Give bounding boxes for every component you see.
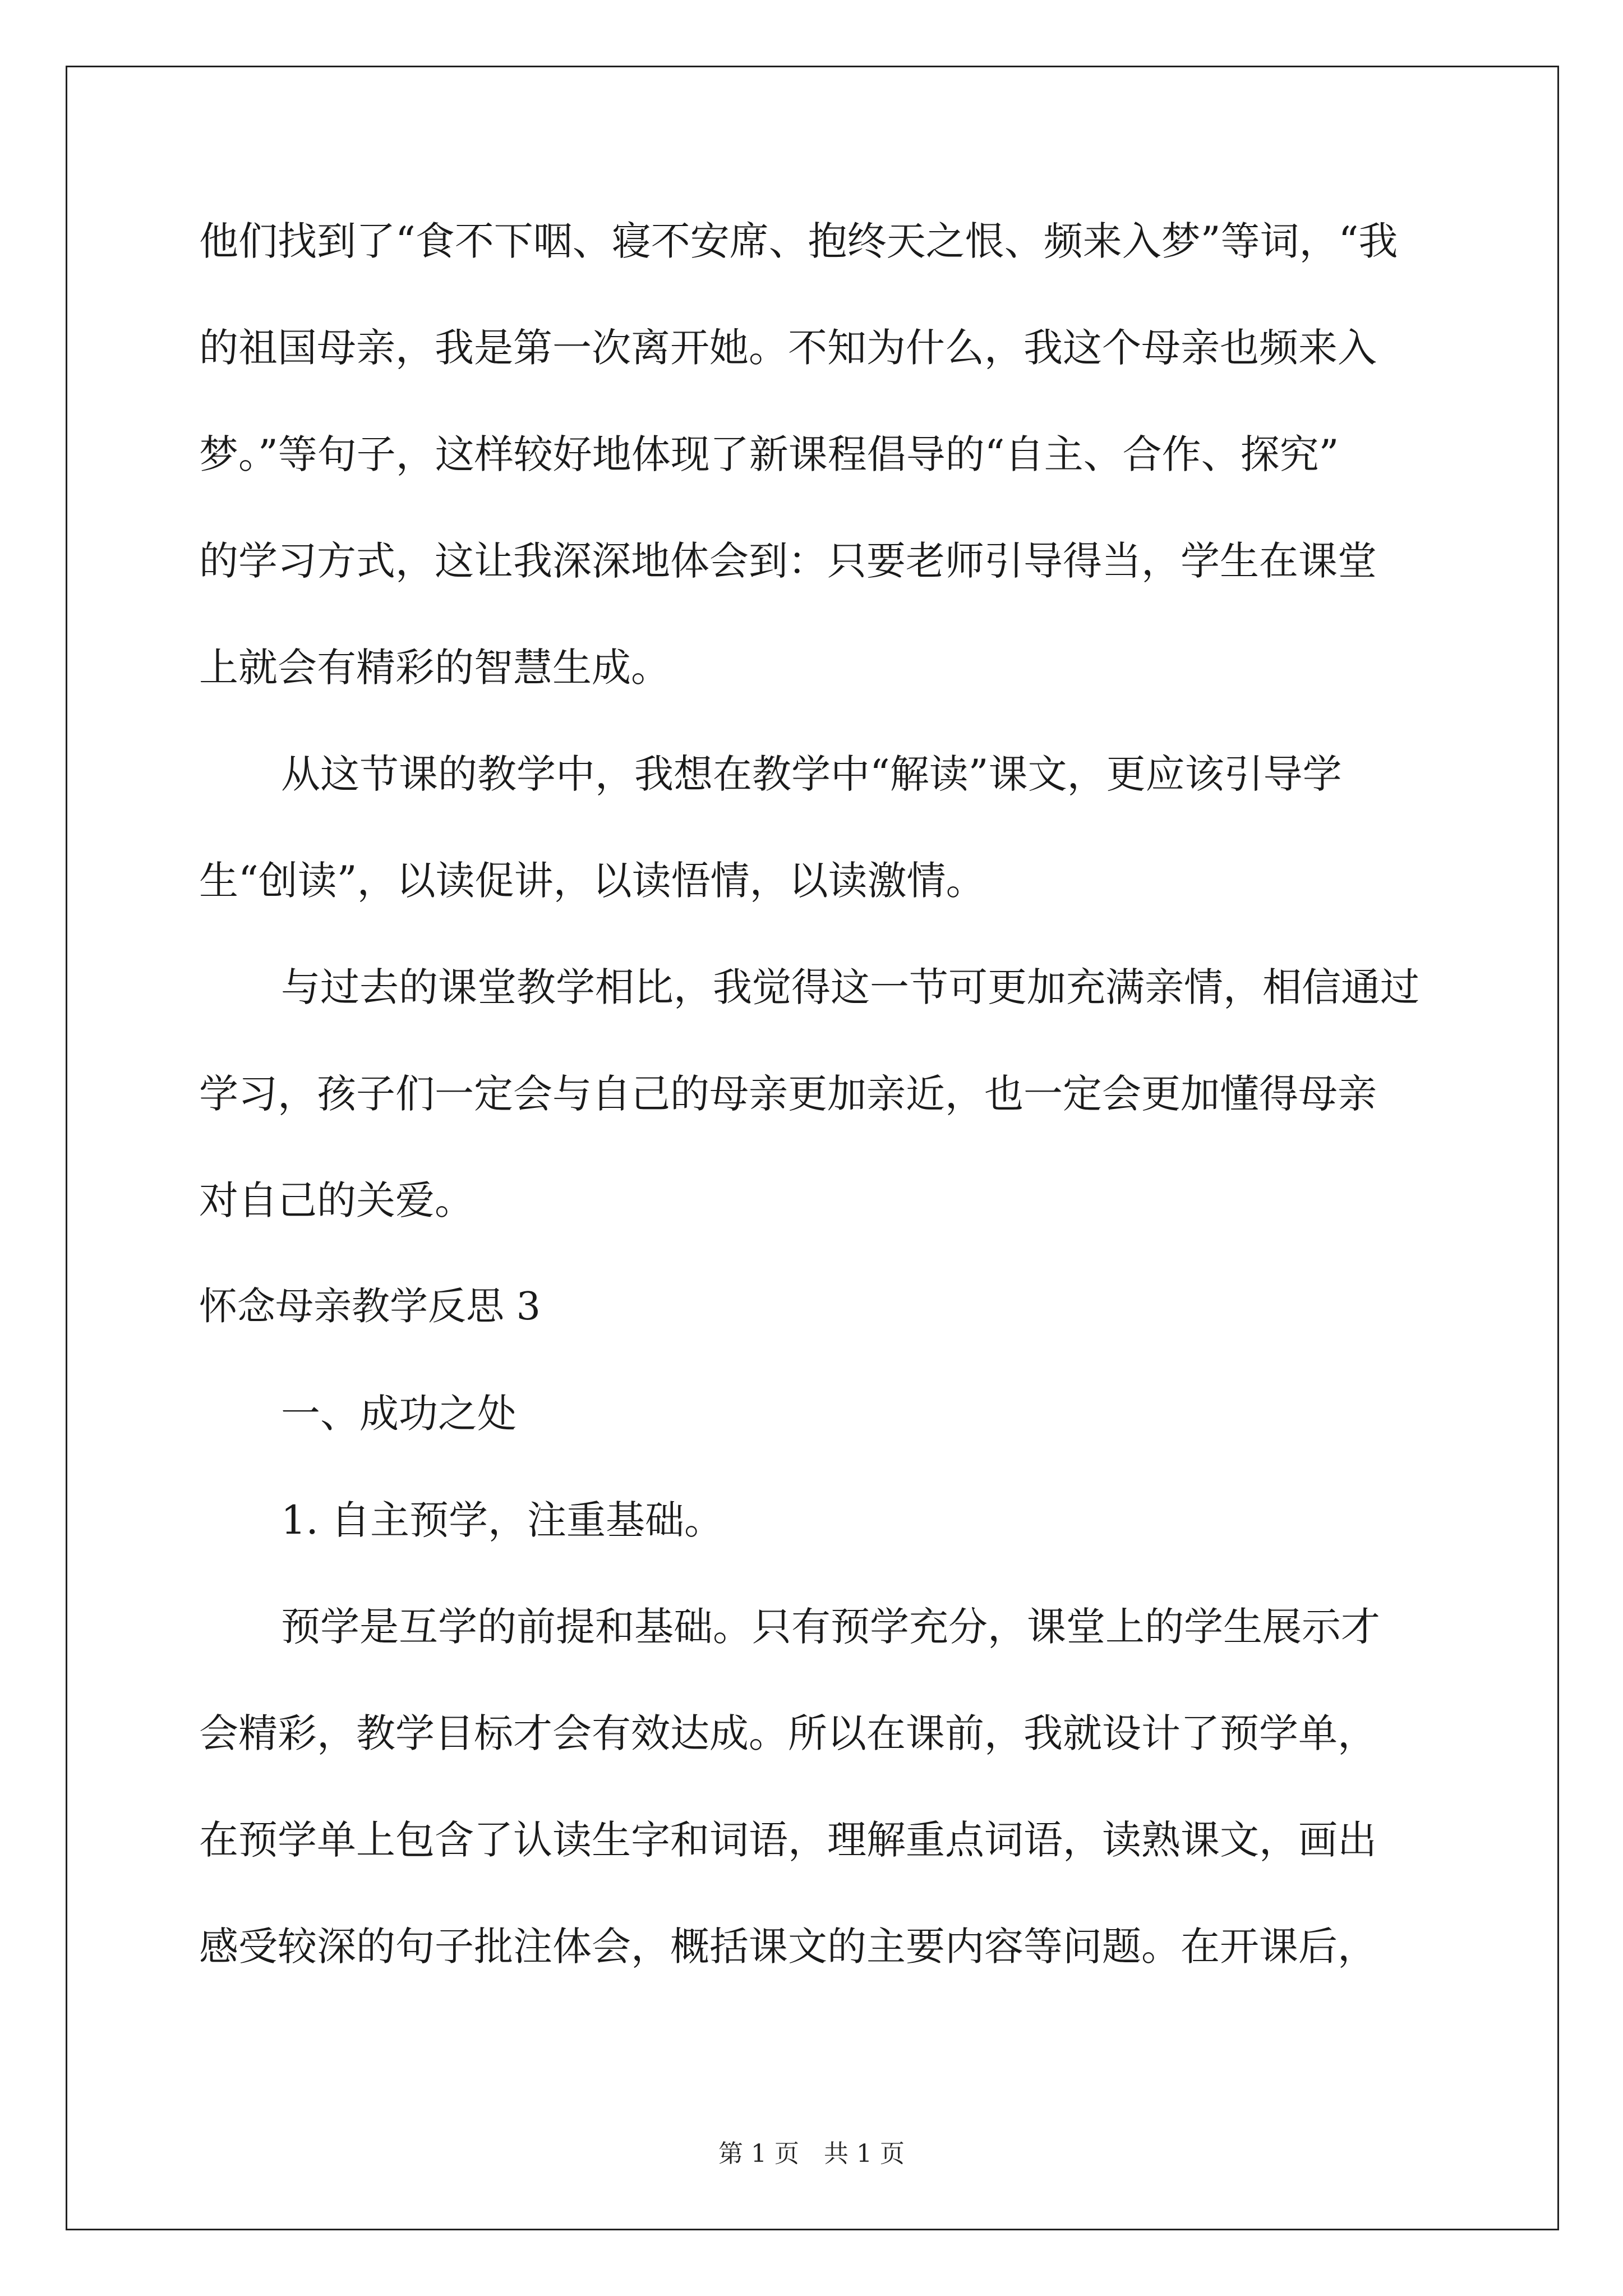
paragraph-line: 对自己的关爱。: [199, 1177, 474, 1223]
document-body: [199, 208, 1433, 2019]
paragraph-line: 预学是互学的前提和基础。只有预学充分，课堂上的学生展示才: [281, 1604, 1380, 1650]
paragraph-line: 感受较深的句子批注体会，概括课文的主要内容等问题。在开课后，: [199, 1924, 1377, 1970]
paragraph-line: 从这节课的教学中，我想在教学中“解读”课文，更应该引导学: [281, 751, 1342, 797]
paragraph-line: 会精彩，教学目标才会有效达成。所以在课前，我就设计了预学单，: [199, 1710, 1377, 1756]
paragraph-line: 梦。”等句子，这样较好地体现了新课程倡导的“自主、合作、探究”: [199, 431, 1339, 477]
paragraph-line: 学习，孩子们一定会与自己的母亲更加亲近，也一定会更加懂得母亲: [199, 1071, 1377, 1117]
paragraph-line: 生“创读”，以读促讲，以读悟情，以读激情。: [199, 858, 985, 904]
paragraph-line: 的祖国母亲，我是第一次离开她。不知为什么，我这个母亲也频来入: [199, 325, 1377, 371]
paragraph-line: 上就会有精彩的智慧生成。: [199, 645, 670, 691]
subsection-heading: 一、成功之处: [281, 1391, 517, 1437]
paragraph-line: 的学习方式，这让我深深地体会到：只要老师引导得当，学生在课堂: [199, 538, 1377, 584]
page-footer: 第 1 页 共 1 页: [718, 2139, 905, 2168]
section-heading: 怀念母亲教学反思 3: [199, 1285, 541, 1329]
paragraph-line: 与过去的课堂教学相比，我觉得这一节可更加充满亲情，相信通过: [281, 964, 1419, 1010]
paragraph-line: 在预学单上包含了认读生字和词语，理解重点词语，读熟课文，画出: [199, 1817, 1377, 1863]
list-item-heading: 1. 自主预学，注重基础。: [281, 1497, 724, 1543]
paragraph-line: 他们找到了“食不下咽、寝不安席、抱终天之恨、频来入梦”等词，“我: [199, 218, 1398, 264]
